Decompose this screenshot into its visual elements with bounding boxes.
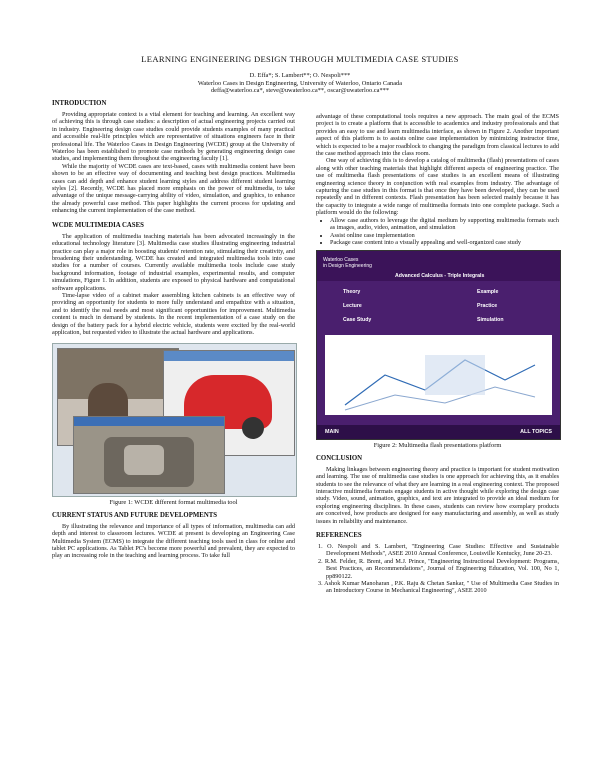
menu-item-practice[interactable]: Practice bbox=[477, 303, 498, 310]
list-item: • Assist online case implementation bbox=[330, 232, 559, 239]
wcde-heading: WCDE MULTIMEDIA CASES bbox=[52, 221, 144, 229]
content-panel bbox=[325, 335, 552, 415]
list-item: • Allow case authors to leverage the digital medium by supporting multimedia formats such as images, audio, video, animation, and simulation bbox=[330, 217, 559, 232]
left-column bbox=[52, 100, 295, 560]
introduction-paragraph: Providing appropriate context is a vital element for teaching and learning. An excellent way of achieving this is through case studies: a description of actual engineering projects carried out in industry. Engineering design case studies could provide students examples of many practical and accessible real-life principles which are representative of situations engineers face in their professional life. The Waterloo Cases in Design Engineering (WCDE) group at the University of Waterloo has been established to promote case methods by generating engineering design case studies, and implementing them throughout the engineering faculty [1]. bbox=[52, 111, 295, 163]
all-topics-button[interactable]: ALL TOPICS bbox=[520, 428, 552, 435]
figure-2-caption: Figure 2: Multimedia flash presentations platform bbox=[373, 442, 502, 450]
author-block bbox=[0, 72, 600, 95]
menu-item-example[interactable]: Example bbox=[477, 289, 499, 296]
wcde-logo: Waterloo Cases in Design Engineering bbox=[323, 257, 372, 270]
surface-plot bbox=[325, 335, 552, 415]
right-column bbox=[316, 113, 559, 595]
hardware-screenshot bbox=[73, 416, 225, 494]
reference-item: 3. Ashok Kumar Manoharan , P.K. Raju & Chetan Sankar, " Use of Multimedia Case Studies in an Introductory Course in Mechanical Engineering", ASEE 2010 bbox=[318, 580, 559, 595]
menu-item-theory[interactable]: Theory bbox=[343, 289, 361, 296]
author-emails: deffa@waterloo.ca*, steve@uwaterloo.ca**, oscar@uwaterloo.ca*** bbox=[210, 87, 390, 95]
right-paragraph: advantage of these computational tools requires a new approach. The main goal of the ECMS project is to create a platform that is accessible to academics and industry professionals and that provides an easy to use and learn multimedia interface, as shown in Figure 2. Another important aspect of this platform is to assists online case implementation by minimizing instructor time, which is expected to be a major roadblock to changing the paradigm from classical lectures to add the case method approach into the class room. bbox=[316, 113, 559, 158]
current-status-paragraph: By illustrating the relevance and importance of all types of information, multimedia can add depth and interest to classroom lectures. WCDE at present is developing an Engineering Case Multimedia System (ECMS) to integrate the different teaching tools used in class for online and tablet PC applications. As Tablet PC's become more powerful and prevalent, they are expected to play an increasing role in the teaching and learning process. To take full bbox=[52, 522, 295, 560]
conclusion-heading: CONCLUSION bbox=[316, 454, 363, 462]
conclusion-paragraph: Making linkages between engineering theory and practice is important for student motivation and learning. The use of multimedia case studies is one approach for achieving this, as it enables students to see the relevance of what they are learning in a real engineering context. The proposed interactive multimedia formats engage students in active thought while exploring the design case study. Video, sound, animation, graphics, and text are integrated to provide an ideal medium for exploring engineering disciplines. In these cases, students can review how exemplary products are conceived, how products are designed for easy manufacturing and assembly, as well as study issues in reliability and maintenance. bbox=[316, 465, 559, 525]
reference-item: 2. R.M. Felder, R. Brent, and M.J. Prince, "Engineering Instructional Development: Programs, Best Practices, an Recommendations", Journal of Engineering Education, Vol. 100, No 1, pp890122. bbox=[318, 557, 559, 580]
feature-list bbox=[316, 217, 559, 247]
paper-title: LEARNING ENGINEERING DESIGN THROUGH MULTIMEDIA CASE STUDIES bbox=[141, 54, 459, 64]
menu-item-simulation[interactable]: Simulation bbox=[477, 317, 504, 324]
author-names: D. Effa*; S. Lambert**; O. Nespoli*** bbox=[249, 72, 351, 79]
reference-list bbox=[316, 543, 559, 595]
reference-item: 1. O. Nespoli and S. Lambert, "Engineering Case Studies: Effective and Sustainable Development Methods", ASEE 2010 Annual Conference, Louisville Kentucky, June 20-23. bbox=[318, 542, 559, 558]
main-button[interactable]: MAIN bbox=[325, 428, 339, 435]
figure-1-image bbox=[52, 343, 297, 497]
menu-item-case-study[interactable]: Case Study bbox=[343, 317, 372, 324]
wcde-paragraph: Time-lapse video of a cabinet maker assembling kitchen cabinets is an effective way of providing an opportunity for students to more fully understand and empathize with a situation, and to identify the real needs and most significant opportunities for improvement. Multimedia content is much in demand by students. In the recent implementation of a case study on the design of the battery pack for a hybrid electric vehicle, students were excited by the real-world application, but requested video to illustrate the actual hardware and applications. bbox=[52, 291, 295, 336]
wcde-paragraph: The application of multimedia teaching materials has been advocated increasingly in the educational technology literature [3]. Multimedia case studies illustrating engineering industrial practice can play a major role in boosting students' retention rate, stimulating their creativity, and broadening their understanding. WCDE has created and integrated multimedia tools into case studies for a number of courses. Currently available multimedia tools include case study background information, footage of industrial examples, experimental results, and computer simulations, Figure 1. In addition, students are exposed to physical hardware and computational software applications. bbox=[52, 232, 295, 292]
menu-item-lecture[interactable]: Lecture bbox=[343, 303, 362, 310]
current-status-heading: CURRENT STATUS AND FUTURE DEVELOPMENTS bbox=[52, 511, 218, 519]
topic-title: Advanced Calculus - Triple Integrals bbox=[395, 273, 485, 280]
figure-1-caption: Figure 1: WCDE different format multimedia tool bbox=[109, 499, 238, 507]
introduction-heading: INTRODUCTION bbox=[52, 100, 107, 107]
list-item: • Package case content into a visually appealing and well-organized case study bbox=[330, 239, 559, 246]
introduction-paragraph: While the majority of WCDE cases are text-based, cases with multimedia content have been shown to be an effective way of documenting and teaching best design practices. Multimedia cases can add depth and enhance student learning styles and address different student learning styles [2]. Recently, WCDE has placed more emphasis on the power of multimedia, to take advantage of the unique message-carrying ability of video, simulation, and graphics, to enhance the already powerful case method. This paper highlights the current process for updating and enhancing the current implementation of the case method. bbox=[52, 162, 295, 215]
right-paragraph: One way of achieving this is to develop a catalog of multimedia (flash) presentations of cases along with other teaching materials that highlight different aspects of engineering practice. The use of multimedia flash presentations of case studies is an excellent means of illustrating engineering science theory in conjunction with real examples from industry. The advantage of capturing the case studies in this format is that once they have been developed, they can be used repeatedly and in different contexts. Flash presentation has been selected mainly because it has the capacity to integrate a wide range of multimedia formats into one complete package. Such a platform would do the following: bbox=[316, 157, 559, 217]
references-heading: REFERENCES bbox=[316, 531, 362, 539]
author-affiliation: Waterloo Cases in Design Engineering, University of Waterloo, Ontario Canada bbox=[197, 79, 403, 87]
figure-2-image bbox=[316, 250, 561, 440]
